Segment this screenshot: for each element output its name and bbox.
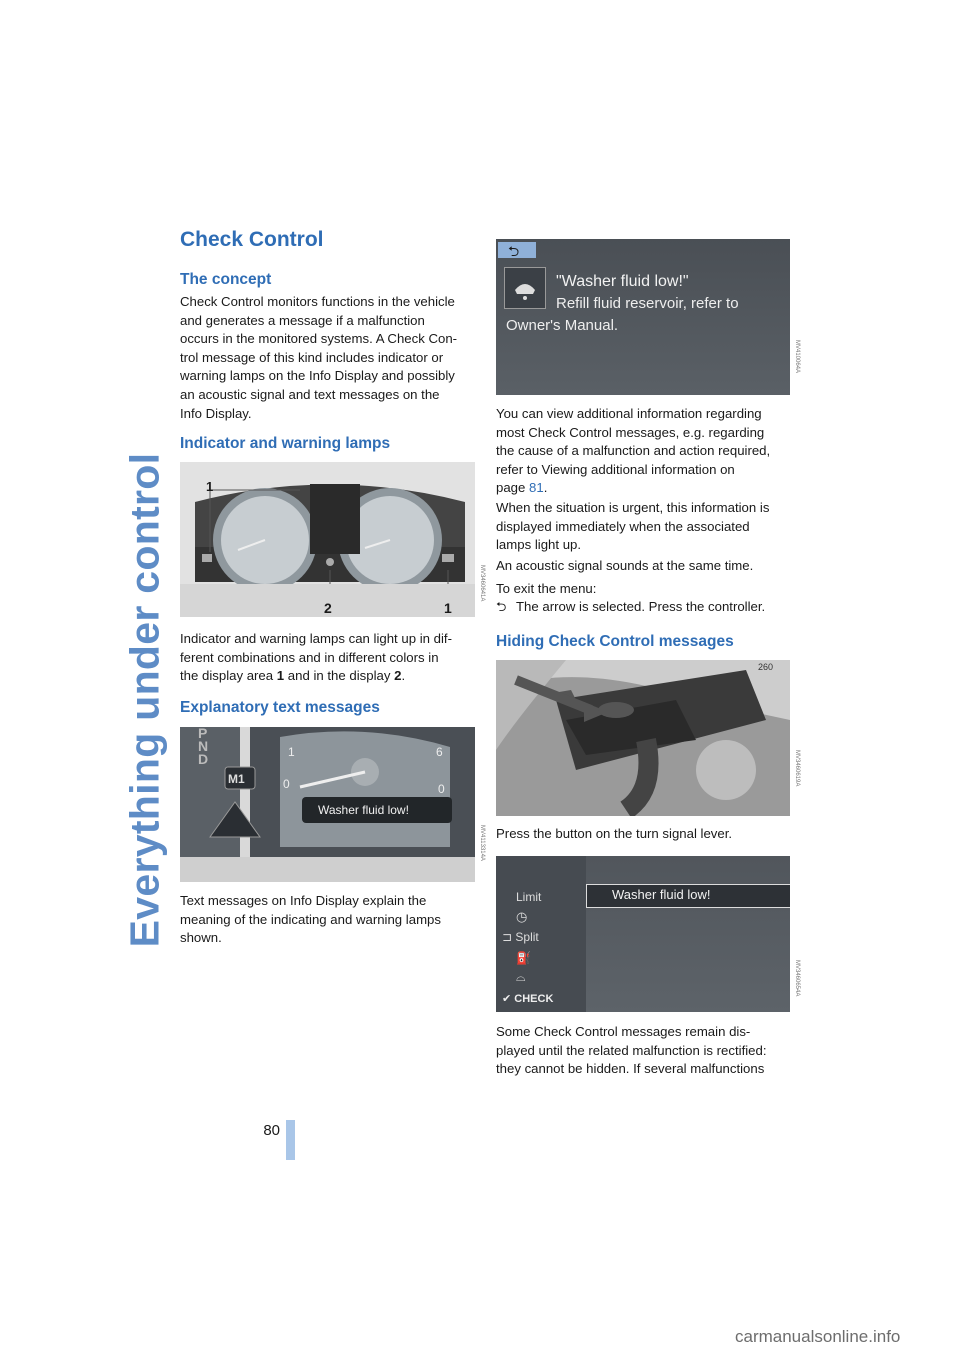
callout-1-bottom: 1 [444,600,452,616]
text-line: played until the related malfunction is rectified: [496,1042,767,1058]
section-title: Check Control [180,228,324,251]
washer-small-icon: ⌓ [516,970,526,984]
concept-heading: The concept [180,271,272,288]
text-line: refer to Viewing additional information on [496,461,735,477]
explanatory-paragraph [180,892,480,948]
info-display-figure [496,239,790,395]
concept-line: warning lamps on the Info Display and possibly [180,368,455,384]
text-line: Some Check Control messages remain dis- [496,1024,751,1039]
instrument-cluster-figure [180,462,475,617]
lamps-paragraph [180,630,480,686]
exit-menu-instruction [496,598,806,617]
menu-item-limit: Limit [516,890,542,904]
bottom-paragraph [496,1023,806,1079]
concept-line: occurs in the monitored systems. A Check Con- [180,331,458,347]
text-line: When the situation is urgent, this information is [496,500,770,515]
lamps-line: Indicator and warning lamps can light up in dif- [180,631,452,646]
concept-line: Info Display. [180,405,252,421]
concept-line: an acoustic signal and text messages on the [180,386,440,402]
scale-seven: 0 [438,782,445,796]
figure-code: MV410064A [794,340,800,374]
text-line: the cause of a malfunction and action required, [496,443,771,459]
lamps-heading: Indicator and warning lamps [180,435,391,452]
menu-item-check: CHECK [514,993,554,1005]
figure-code: MV3460654A [794,960,800,997]
return-arrow-icon: ⮌ [496,599,507,614]
page-marker-bar [286,1120,295,1160]
menu-item-check-row [502,992,553,1005]
lamps-line: and in the display [284,668,395,684]
explanatory-heading: Explanatory text messages [180,699,380,716]
additional-info-paragraph [496,405,806,498]
chapter-title-text: Everything under control [121,452,168,948]
split-marker-icon: ⊐ [502,930,516,944]
figure-code: MV4113314A [479,825,485,861]
figure-code: MV3460641A [479,565,485,602]
explanatory-line: shown. [180,930,222,946]
clock-icon: ◷ [516,909,528,924]
scale-six: 6 [436,745,443,759]
text-line: page [496,480,530,496]
area-ref-1: 1 [276,668,285,684]
hiding-heading: Hiding Check Control messages [496,633,734,650]
back-arrow-button [498,242,536,258]
page-number: 80 [263,1122,280,1139]
back-arrow-icon: ⮌ [508,243,520,259]
text-line: displayed immediately when the associated [496,518,750,534]
sidebar-chapter-title [115,225,175,1175]
check-icon: ✔ [502,993,515,1005]
scale-zero: 0 [283,777,290,791]
gear-indicator: P N D [198,727,209,767]
washer-fluid-message: Washer fluid low! [318,803,409,817]
lamps-line: . [401,668,406,684]
turn-signal-figure [496,660,790,816]
lamps-line: the display area [180,668,277,684]
text-line: they cannot be hidden. If several malfunctions [496,1061,765,1077]
menu-message: Washer fluid low! [612,887,711,902]
text-line: most Check Control messages, e.g. regarding [496,424,765,440]
page-link[interactable]: 81 [529,480,544,496]
explanatory-line: Text messages on Info Display explain the [180,893,427,908]
concept-line: trol message of this kind includes indicator or [180,349,444,365]
hiding-caption: Press the button on the turn signal lever. [496,826,733,841]
washer-message-figure [180,727,475,882]
concept-line: and generates a message if a malfunction [180,312,425,328]
display-ref-2: 2 [394,668,402,684]
explanatory-line: meaning of the indicating and warning lamps [180,911,441,927]
urgent-paragraph [496,499,806,555]
info-line-1: Refill fluid reservoir, refer to [556,295,739,312]
text-line: . [543,480,548,496]
figure-code: MV3460619A [794,750,800,787]
text-line: The arrow is selected. Press the controller. [516,599,766,614]
lamps-line: ferent combinations and in different colors in [180,649,439,665]
site-watermark: carmanualsonline.info [735,1327,901,1346]
text-line: lamps light up. [496,537,582,553]
scale-one: 1 [288,745,295,759]
gear-display: M1 [228,772,245,786]
washer-icon [504,267,546,309]
text-line: You can view additional information regarding [496,406,762,421]
menu-item-split: Split [515,930,539,944]
info-title: "Washer fluid low!" [556,273,689,290]
speedometer-reading: 260 [758,662,774,672]
menu-item-split-row [502,930,539,944]
callout-1-top: 1 [206,479,214,494]
callout-2: 2 [324,600,332,616]
concept-paragraph [180,293,480,423]
oil-icon: ⛽ [516,951,531,965]
concept-line: Check Control monitors functions in the vehicle [180,294,455,309]
exit-menu-label: To exit the menu: [496,581,597,596]
acoustic-paragraph: An acoustic signal sounds at the same time. [496,558,754,573]
check-menu-figure [496,856,790,1012]
info-line-2: Owner's Manual. [506,317,619,334]
